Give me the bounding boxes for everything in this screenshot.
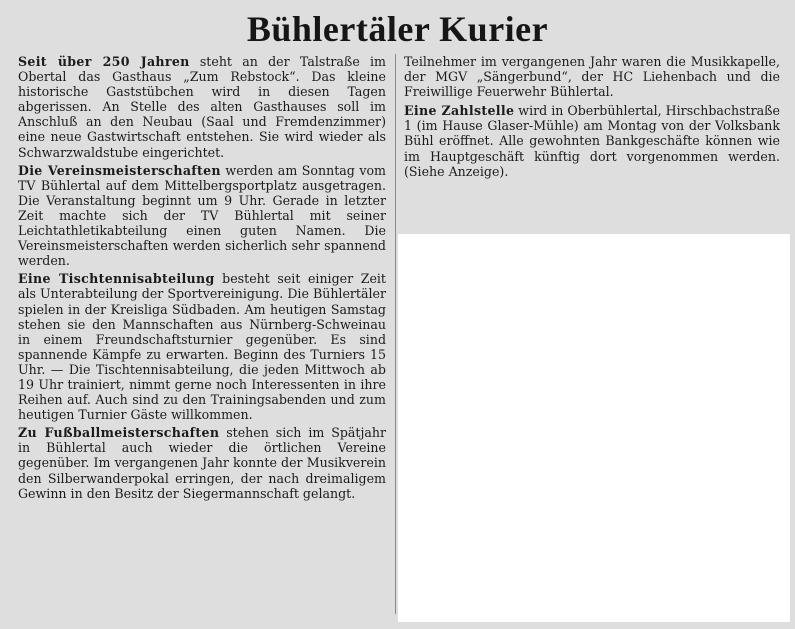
left-column xyxy=(18,54,386,504)
article-vereinsmeisterschaften xyxy=(18,163,386,269)
article-lead: Die Vereinsmeisterschaften xyxy=(18,162,221,178)
masthead-title: Bühlertäler Kurier xyxy=(246,9,549,49)
article-text: besteht seit einiger Zeit als Unterabteilung der Sportvereinigung. Die Bühlertäler spielen in der Kreisliga Südbaden. Am heutigen Samstag stehen sie den Mannschaften aus Nürnberg-Schweinau in einem Freundschaftsturnier gegenüber. Es sind spannende Kämpfe zu erwarten. Beginn des Turniers 15 Uhr. — Die Tischtennisabteilung, die jeden Mittwoch ab 19 Uhr trainiert, nimmt gerne noch Interessenten in ihre Reihen auf. Auch sind zu den Trainingsabenden und zum heutigen Turnier Gäste willkommen. xyxy=(18,271,386,423)
article-tischtennis xyxy=(18,271,386,422)
article-text: werden am Sonntag vom TV Bühlertal auf dem Mittelbergsportplatz ausgetragen. Die Veranstaltung beginnt um 9 Uhr. Gerade in letzter Zeit machte sich der TV Bühlertal mit seiner Leichtathletikabteilung einen guten Namen. Die Vereinsmeisterschaften werden sicherlich sehr spannend werden. xyxy=(18,162,386,269)
article-text: stehen sich im Spätjahr in Bühlertal auch wieder die örtlichen Vereine gegenüber. Im vergangenen Jahr konnte der Musikverein den Silberwanderpokal erringen, der nach dreimaligem Gewinn in den Besitz der Siegermannschaft gelangt. xyxy=(18,425,386,501)
article-lead: Eine Zahlstelle xyxy=(404,103,515,119)
blank-area xyxy=(398,234,790,622)
article-lead: Seit über 250 Jahren xyxy=(18,54,190,69)
article-lead: Zu Fußballmeisterschaften xyxy=(18,425,220,441)
article-rebstock xyxy=(18,54,386,160)
article-fussball xyxy=(18,425,386,500)
article-continuation: Teilnehmer im vergangenen Jahr waren die Musikkapelle, der MGV „Sängerbund“, der HC Liehenbach und die Freiwillige Feuerwehr Bühlertal. xyxy=(404,54,780,100)
column-divider xyxy=(395,54,396,614)
article-lead: Eine Tischtennisabteilung xyxy=(18,271,215,287)
right-column xyxy=(404,54,780,182)
article-text: wird in Oberbühlertal, Hirschbachstraße 1 (im Hause Glaser-Mühle) am Montag von der Volksbank Bühl eröffnet. Alle gewohnten Bankgeschäfte können wie im Hauptgeschäft künftig dort vorgenommen werden. (Siehe Anzeige). xyxy=(404,103,780,179)
article-text: steht an der Talstraße im Obertal das Gasthaus „Zum Rebstock“. Das kleine historische Gaststübchen wird in diesen Tagen abgerissen. An Stelle des alten Gasthauses soll im Anschluß an den Neubau (Saal und Fremdenzimmer) eine neue Gastwirtschaft entstehen. Sie wird wieder als Schwarzwaldstube eingerichtet. xyxy=(18,54,386,160)
article-zahlstelle xyxy=(404,103,780,178)
